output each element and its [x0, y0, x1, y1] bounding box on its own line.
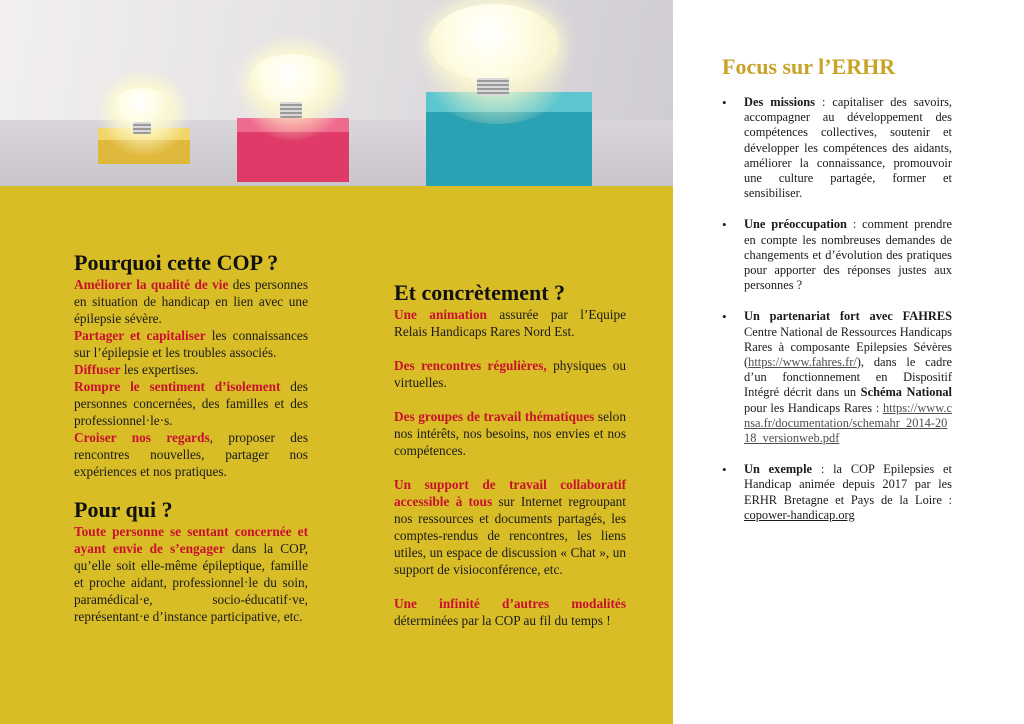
paragraph: Une animation assurée par l’Equipe Relais Handicaps Rares Nord Est. — [394, 307, 626, 339]
light-bulb-icon — [430, 4, 558, 80]
list-item: • Des missions : capitaliser des savoirs, accompagner au développement des compétences collectives, soutenir et développer les compétences des aidants, améliorer la connaissance, promouvoir une culture partagée, former et sensibiliser. — [722, 95, 952, 201]
paragraph: Une infinité d’autres modalités déterminées par la COP au fil du temps ! — [394, 596, 626, 628]
paragraph: Un support de travail collaboratif accessible à tous sur Internet regroupant nos ressources et documents partagés, les comptes-rendus de rencontres, les liens utiles, un espace de discussion « Chat », un support de visioconférence, etc. — [394, 477, 626, 577]
paragraph: Rompre le sentiment d’isolement des personnes concernées, des familles et des professionnel·le·s. — [74, 379, 308, 428]
paragraph: Améliorer la qualité de vie des personnes en situation de handicap en lien avec une épilepsie sévère. — [74, 277, 308, 326]
list-item: • Un exemple : la COP Epilepsies et Handicap animée depuis 2017 par les ERHR Bretagne et Pays de la Loire : copower-handicap.org — [722, 462, 952, 523]
middle-column — [394, 280, 626, 629]
light-bulbs-illustration — [0, 0, 673, 186]
light-bulb-icon — [249, 54, 337, 104]
focus-title: Focus sur l’ERHR — [722, 54, 896, 79]
cnsa-link[interactable]: https://www.cnsa.fr/documentation/schemahr_2014-2018_versionweb.pdf — [744, 400, 952, 446]
heading-why: Pourquoi cette COP ? — [74, 250, 279, 275]
heading-for-whom: Pour qui ? — [74, 497, 173, 522]
copower-link[interactable]: copower-handicap.org — [744, 507, 855, 522]
paragraph: Toute personne se sentant concernée et ayant envie de s’engager dans la COP, qu’elle soit elle-même épileptique, famille et proche aidant, professionnel·le du soin, paramédical·e, socio-éducatif·ve, représentant·e d’instance participative, etc. — [74, 524, 308, 624]
heading-concretely: Et concrètement ? — [394, 280, 566, 305]
fahres-link[interactable]: https://www.fahres.fr/ — [748, 355, 857, 370]
list-item: • Une préoccupation : comment prendre en compte les nombreuses demandes de changements et d’évolution des pratiques pour apporter des réponses justes aux personnes ? — [722, 217, 952, 293]
paragraph: Diffuser les expertises. — [74, 362, 199, 377]
light-bulb-icon — [112, 88, 172, 124]
list-item: • Un partenariat fort avec FAHRES Centre National de Ressources Handicaps Rares à composante Epilepsies Sévères (https://www.fahres.fr/), dans le cadre d’un fonctionnement en Dispositif Intégré décrit dans un Schéma National pour les Handicaps Rares : https://www.cnsa.fr/documentation/schemahr_2014-2018_versionweb.pdf — [722, 309, 952, 446]
left-column — [74, 250, 308, 625]
paragraph: Croiser nos regards, proposer des rencontres nouvelles, partager nos expériences et nos pratiques. — [74, 430, 308, 479]
paragraph: Des rencontres régulières, physiques ou virtuelles. — [394, 358, 626, 390]
focus-list — [722, 95, 952, 539]
paragraph: Des groupes de travail thématiques selon nos intérêts, nos besoins, nos envies et nos compétences. — [394, 409, 626, 458]
paragraph: Partager et capitaliser les connaissances sur l’épilepsie et les troubles associés. — [74, 328, 308, 360]
